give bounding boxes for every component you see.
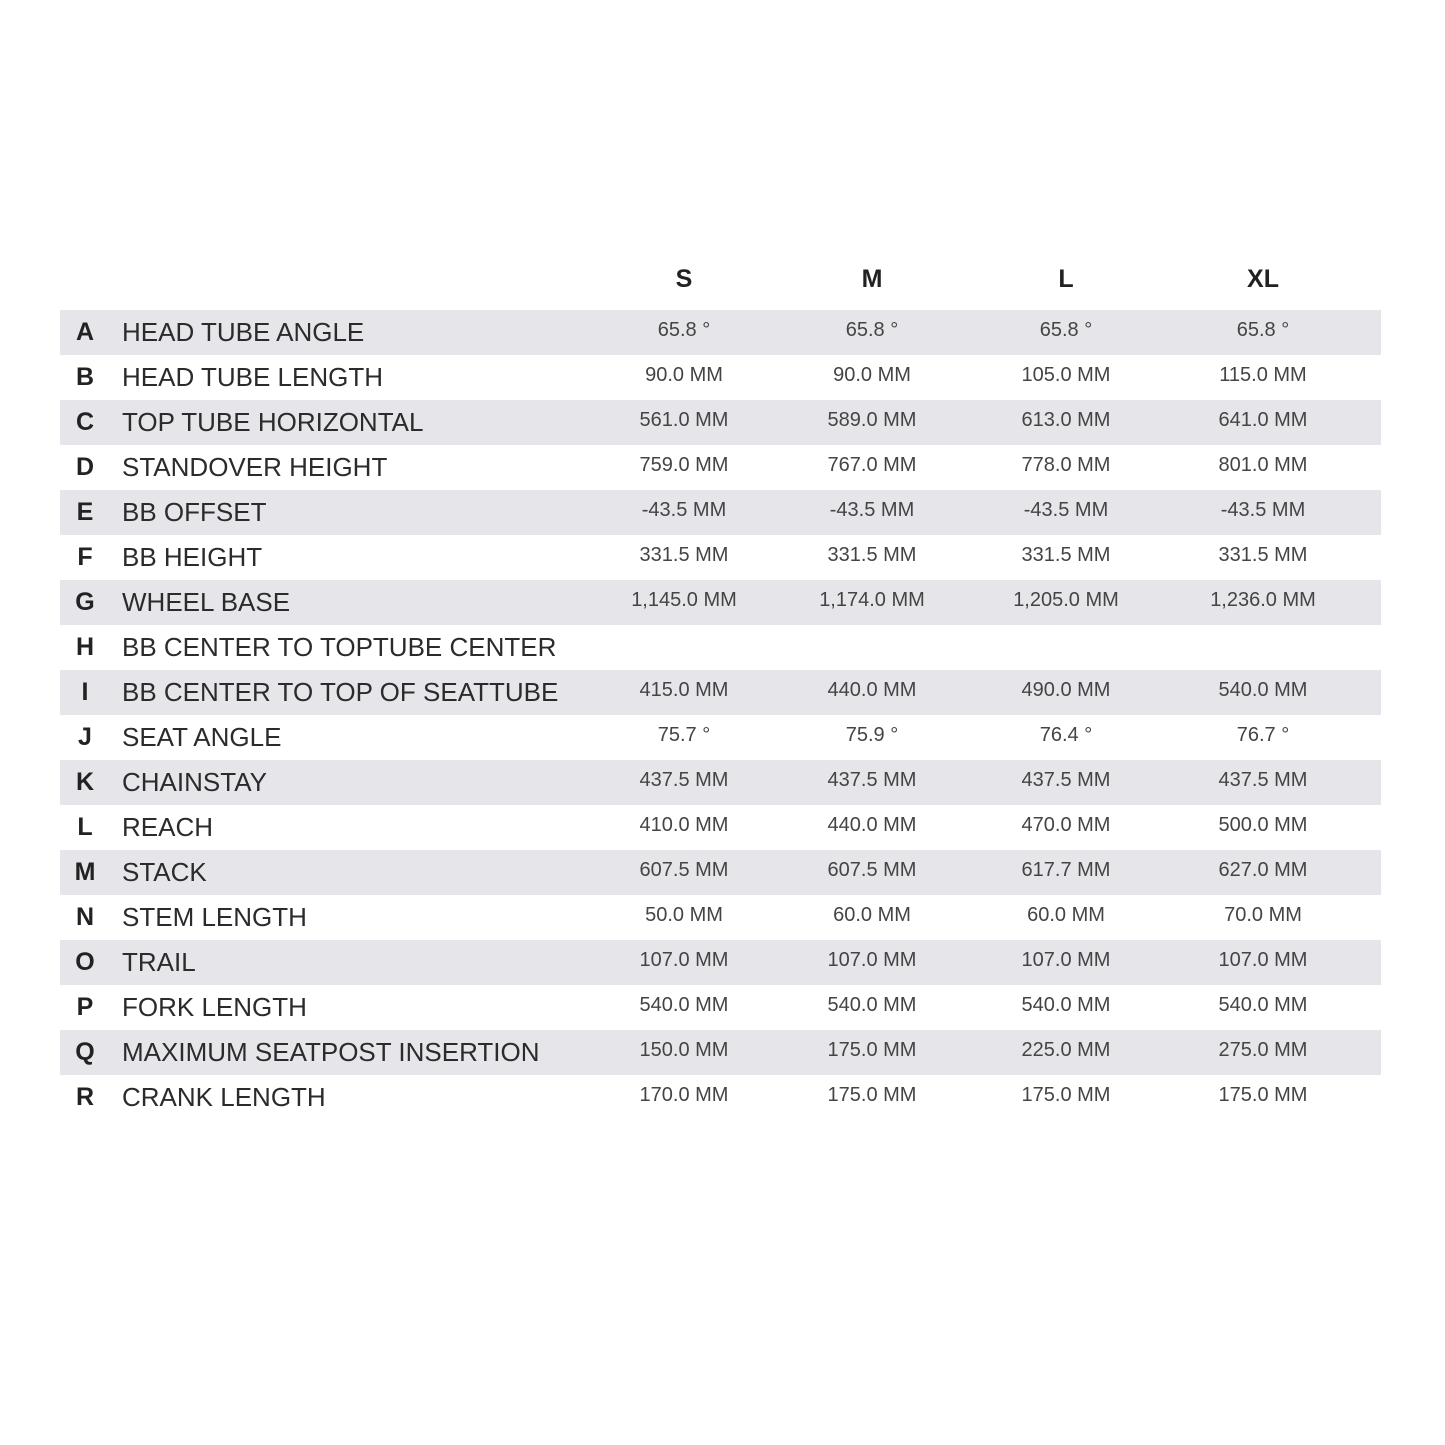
table-row bbox=[60, 985, 1381, 1030]
value-cell-s: 410.0 MM bbox=[639, 814, 729, 836]
table-row bbox=[60, 1030, 1381, 1075]
value-cell-l: 76.4 ° bbox=[1039, 724, 1093, 746]
table-row bbox=[60, 355, 1381, 400]
size-header-xl: XL bbox=[1247, 265, 1279, 293]
table-row bbox=[60, 760, 1381, 805]
row-letter: D bbox=[75, 453, 95, 481]
size-header-row bbox=[60, 255, 1381, 310]
value-cell-xl: 65.8 ° bbox=[1236, 319, 1290, 341]
row-letter: A bbox=[75, 318, 95, 346]
value-cell-l: 778.0 MM bbox=[1021, 454, 1111, 476]
table-row bbox=[60, 805, 1381, 850]
table-row bbox=[60, 1075, 1381, 1120]
row-letter: P bbox=[76, 993, 94, 1021]
row-letter: E bbox=[76, 498, 94, 526]
value-cell-m: 589.0 MM bbox=[827, 409, 917, 431]
value-cell-s: 65.8 ° bbox=[657, 319, 711, 341]
row-letter: I bbox=[81, 678, 89, 706]
value-cell-l: -43.5 MM bbox=[1023, 499, 1109, 521]
value-cell-l: 65.8 ° bbox=[1039, 319, 1093, 341]
size-header-l: L bbox=[1058, 265, 1074, 293]
table-row bbox=[60, 625, 1381, 670]
value-cell-s: 150.0 MM bbox=[639, 1039, 729, 1061]
value-cell-l: 437.5 MM bbox=[1021, 769, 1111, 791]
row-letter: J bbox=[78, 723, 92, 751]
value-cell-m: 75.9 ° bbox=[845, 724, 899, 746]
value-cell-l: 105.0 MM bbox=[1021, 364, 1111, 386]
value-cell-s: -43.5 MM bbox=[641, 499, 727, 521]
value-cell-s: 607.5 MM bbox=[639, 859, 729, 881]
row-label: HEAD TUBE LENGTH bbox=[122, 362, 384, 392]
row-letter: L bbox=[77, 813, 93, 841]
value-cell-l: 331.5 MM bbox=[1021, 544, 1111, 566]
size-header-m: M bbox=[861, 265, 883, 293]
value-cell-m: 60.0 MM bbox=[833, 904, 911, 926]
table-row bbox=[60, 895, 1381, 940]
row-label: CHAINSTAY bbox=[122, 767, 267, 797]
value-cell-xl: -43.5 MM bbox=[1220, 499, 1306, 521]
value-cell-l: 175.0 MM bbox=[1021, 1084, 1111, 1106]
value-cell-m: 90.0 MM bbox=[833, 364, 911, 386]
value-cell-s: 331.5 MM bbox=[639, 544, 729, 566]
value-cell-m: 331.5 MM bbox=[827, 544, 917, 566]
value-cell-m: 767.0 MM bbox=[827, 454, 917, 476]
value-cell-xl: 801.0 MM bbox=[1218, 454, 1308, 476]
row-letter: R bbox=[75, 1083, 95, 1111]
table-row bbox=[60, 715, 1381, 760]
row-label: BB OFFSET bbox=[122, 497, 267, 527]
table-body bbox=[60, 310, 1381, 1120]
value-cell-xl: 641.0 MM bbox=[1218, 409, 1308, 431]
value-cell-l: 1,205.0 MM bbox=[1013, 589, 1119, 611]
value-cell-s: 75.7 ° bbox=[657, 724, 711, 746]
table-row bbox=[60, 580, 1381, 625]
value-cell-s: 170.0 MM bbox=[639, 1084, 729, 1106]
row-label: BB CENTER TO TOPTUBE CENTER bbox=[122, 632, 557, 662]
value-cell-xl: 175.0 MM bbox=[1218, 1084, 1308, 1106]
value-cell-xl: 115.0 MM bbox=[1219, 364, 1307, 386]
row-letter: F bbox=[77, 543, 93, 571]
value-cell-m: 175.0 MM bbox=[827, 1084, 917, 1106]
value-cell-m: 107.0 MM bbox=[827, 949, 917, 971]
row-letter: N bbox=[75, 903, 95, 931]
value-cell-xl: 540.0 MM bbox=[1218, 994, 1308, 1016]
value-cell-l: 60.0 MM bbox=[1027, 904, 1105, 926]
row-label: FORK LENGTH bbox=[122, 992, 307, 1022]
table-row bbox=[60, 445, 1381, 490]
row-letter: O bbox=[75, 948, 95, 976]
value-cell-m: 440.0 MM bbox=[827, 679, 917, 701]
value-cell-xl: 1,236.0 MM bbox=[1210, 589, 1316, 611]
row-label: MAXIMUM SEATPOST INSERTION bbox=[122, 1037, 540, 1067]
row-letter: Q bbox=[75, 1038, 95, 1066]
row-letter: C bbox=[75, 408, 95, 436]
row-letter: G bbox=[75, 588, 95, 616]
value-cell-m: 437.5 MM bbox=[827, 769, 917, 791]
geometry-table bbox=[60, 255, 1381, 1120]
value-cell-l: 617.7 MM bbox=[1021, 859, 1111, 881]
table-row bbox=[60, 490, 1381, 535]
value-cell-xl: 437.5 MM bbox=[1218, 769, 1308, 791]
value-cell-xl: 331.5 MM bbox=[1218, 544, 1308, 566]
row-label: TRAIL bbox=[122, 947, 196, 977]
value-cell-m: 1,174.0 MM bbox=[819, 589, 925, 611]
row-letter: K bbox=[75, 768, 95, 796]
value-cell-xl: 275.0 MM bbox=[1218, 1039, 1308, 1061]
row-label: SEAT ANGLE bbox=[122, 722, 282, 752]
size-header-s: S bbox=[675, 265, 693, 293]
table-row bbox=[60, 670, 1381, 715]
table-row bbox=[60, 940, 1381, 985]
value-cell-l: 107.0 MM bbox=[1021, 949, 1111, 971]
row-label: BB HEIGHT bbox=[122, 542, 263, 572]
value-cell-xl: 627.0 MM bbox=[1218, 859, 1308, 881]
row-label: REACH bbox=[122, 812, 214, 842]
value-cell-m: 607.5 MM bbox=[827, 859, 917, 881]
table-row bbox=[60, 850, 1381, 895]
value-cell-s: 107.0 MM bbox=[639, 949, 729, 971]
row-label: STANDOVER HEIGHT bbox=[122, 452, 388, 482]
row-label: HEAD TUBE ANGLE bbox=[122, 317, 365, 347]
row-letter: H bbox=[75, 633, 95, 661]
row-label: BB CENTER TO TOP OF SEATTUBE bbox=[122, 677, 559, 707]
value-cell-s: 50.0 MM bbox=[645, 904, 723, 926]
table-row bbox=[60, 535, 1381, 580]
table-row bbox=[60, 400, 1381, 445]
value-cell-s: 540.0 MM bbox=[639, 994, 729, 1016]
value-cell-l: 470.0 MM bbox=[1021, 814, 1111, 836]
row-label: CRANK LENGTH bbox=[122, 1082, 326, 1112]
value-cell-m: 65.8 ° bbox=[845, 319, 899, 341]
value-cell-m: 175.0 MM bbox=[827, 1039, 917, 1061]
value-cell-l: 540.0 MM bbox=[1021, 994, 1111, 1016]
row-letter: M bbox=[74, 858, 96, 886]
value-cell-s: 90.0 MM bbox=[645, 364, 723, 386]
row-letter: B bbox=[75, 363, 95, 391]
row-label: STACK bbox=[122, 857, 207, 887]
value-cell-m: -43.5 MM bbox=[829, 499, 915, 521]
value-cell-s: 415.0 MM bbox=[639, 679, 729, 701]
value-cell-s: 1,145.0 MM bbox=[631, 589, 737, 611]
value-cell-s: 759.0 MM bbox=[639, 454, 729, 476]
row-label: WHEEL BASE bbox=[122, 587, 291, 617]
value-cell-s: 561.0 MM bbox=[639, 409, 729, 431]
row-label: STEM LENGTH bbox=[122, 902, 307, 932]
value-cell-xl: 500.0 MM bbox=[1218, 814, 1308, 836]
value-cell-s: 437.5 MM bbox=[639, 769, 729, 791]
value-cell-xl: 70.0 MM bbox=[1224, 904, 1302, 926]
value-cell-m: 540.0 MM bbox=[827, 994, 917, 1016]
value-cell-l: 490.0 MM bbox=[1021, 679, 1111, 701]
value-cell-xl: 107.0 MM bbox=[1218, 949, 1308, 971]
value-cell-m: 440.0 MM bbox=[827, 814, 917, 836]
value-cell-l: 225.0 MM bbox=[1021, 1039, 1111, 1061]
value-cell-xl: 540.0 MM bbox=[1218, 679, 1308, 701]
row-label: TOP TUBE HORIZONTAL bbox=[122, 407, 424, 437]
value-cell-xl: 76.7 ° bbox=[1236, 724, 1290, 746]
table-row bbox=[60, 310, 1381, 355]
value-cell-l: 613.0 MM bbox=[1021, 409, 1111, 431]
